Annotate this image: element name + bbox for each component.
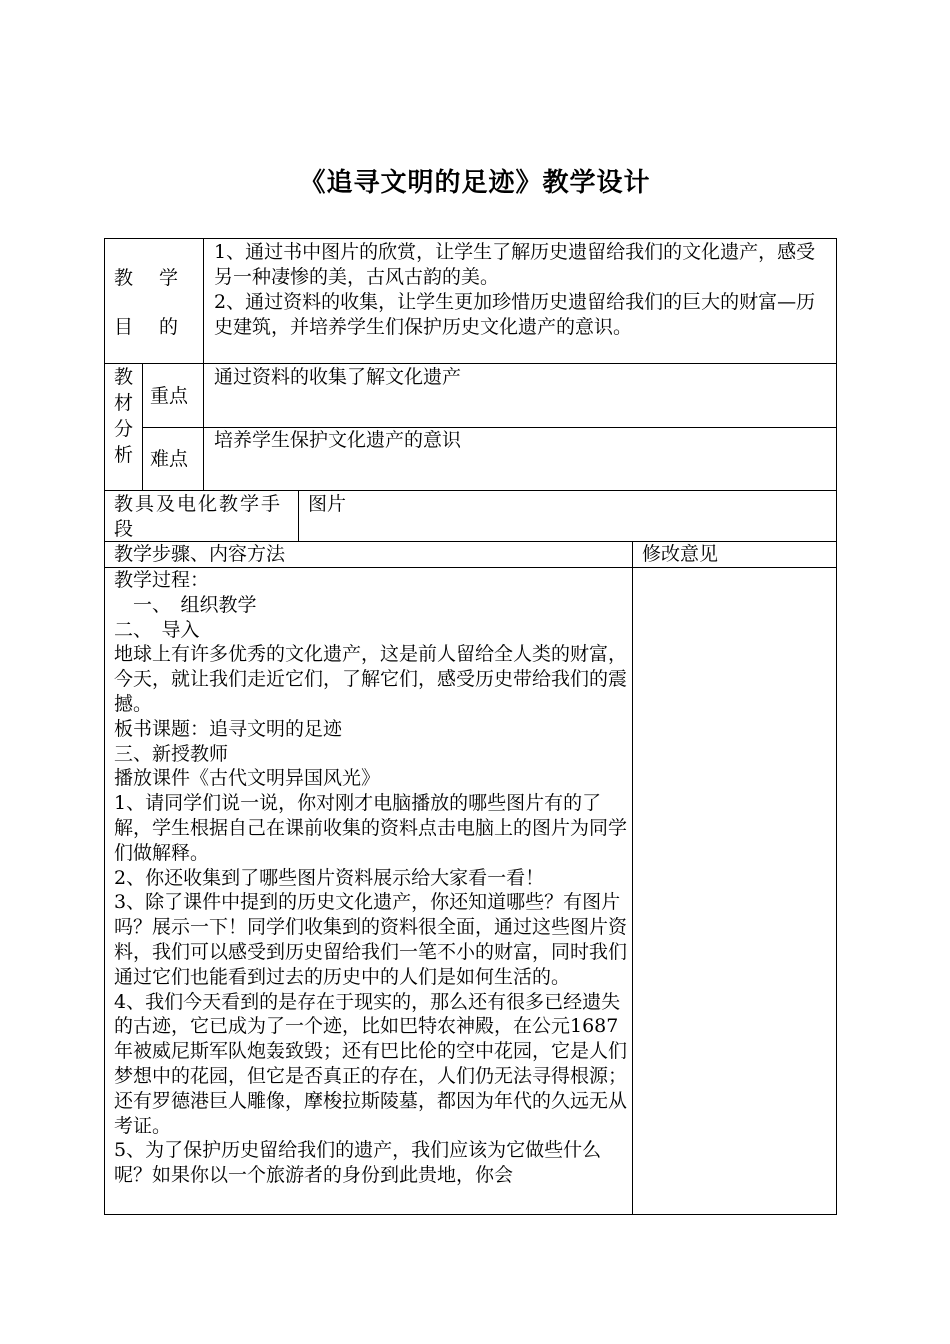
process-line: 5、为了保护历史留给我们的遗产，我们应该为它做些什么呢？如果你以一个旅游者的身份到此贵地，你会: [114, 1139, 602, 1187]
analysis-label-char: 材: [114, 392, 134, 414]
analysis-label-char: 教: [114, 366, 134, 388]
goal-text: [214, 240, 830, 340]
steps-header: 教学步骤、内容方法: [114, 543, 286, 565]
process-line: 板书课题：追寻文明的足迹: [114, 717, 343, 740]
process-line: 4、我们今天看到的是存在于现实的，那么还有很多已经遗失的古迹，它已成为了一个迹，比如巴特农神殿，在公元1687年被威尼斯军队炮轰致毁；还有巴比伦的空中花园，它是人们梦想中的花园，但它是否真正的存在，人们仍无法寻得根源；还有罗德港巨人雕像，摩梭拉斯陵墓，都因为年代的久远无从考证。: [114, 990, 628, 1137]
revise-header: 修改意见: [642, 543, 719, 565]
key-point-text: 通过资料的收集了解文化遗产: [214, 366, 462, 388]
page-title: 《追寻文明的足迹》教学设计: [299, 168, 651, 198]
process-line: 二、 导入: [114, 618, 200, 641]
difficult-point-text: 培养学生保护文化遗产的意识: [214, 429, 462, 451]
process-content: [114, 568, 628, 1188]
goal-item-1: 1、通过书中图片的欣赏，让学生了解历史遗留给我们的文化遗产，感受另一种凄惨的美，古风古韵的美。: [214, 241, 816, 288]
difficult-point-label: 难点: [150, 448, 189, 470]
key-point-label: 重点: [150, 385, 189, 407]
goal-label-line2: 目 的: [114, 316, 189, 338]
goal-item-2: 2、通过资料的收集，让学生更加珍惜历史遗留给我们的巨大的财富—历史建筑，并培养学生们保护历史文化遗产的意识。: [214, 291, 816, 338]
goal-label-line1: 教 学: [114, 267, 189, 289]
process-line: 3、除了课件中提到的历史文化遗产，你还知道哪些？有图片吗？展示一下！同学们收集到的资料很全面，通过这些图片资料，我们可以感受到历史留给我们一笔不小的财富，同时我们通过它们也能看到过去的历史中的人们是如何生活的。: [114, 891, 628, 988]
process-line: 1、请同学们说一说，你对刚才电脑播放的哪些图片有的了解，学生根据自己在课前收集的资料点击电脑上的图片为同学们做解释。: [114, 792, 628, 864]
tools-value: 图片: [308, 493, 347, 515]
process-line: 一、 组织教学: [114, 593, 257, 616]
tools-label: 教具及电化教学手段: [114, 493, 283, 540]
process-line: 三、新授教师: [114, 742, 229, 765]
process-line: 2、你还收集到了哪些图片资料展示给大家看一看！: [114, 866, 545, 889]
process-line: 播放课件《古代文明异国风光》: [114, 767, 381, 790]
analysis-label: [114, 364, 136, 468]
process-line: 地球上有许多优秀的文化遗产，这是前人留给全人类的财富，今天，就让我们走近它们，了解它们，感受历史带给我们的震撼。: [114, 643, 628, 715]
process-line: 教学过程：: [114, 569, 210, 591]
analysis-label-char: 分: [114, 418, 134, 440]
analysis-label-char: 析: [114, 444, 134, 466]
